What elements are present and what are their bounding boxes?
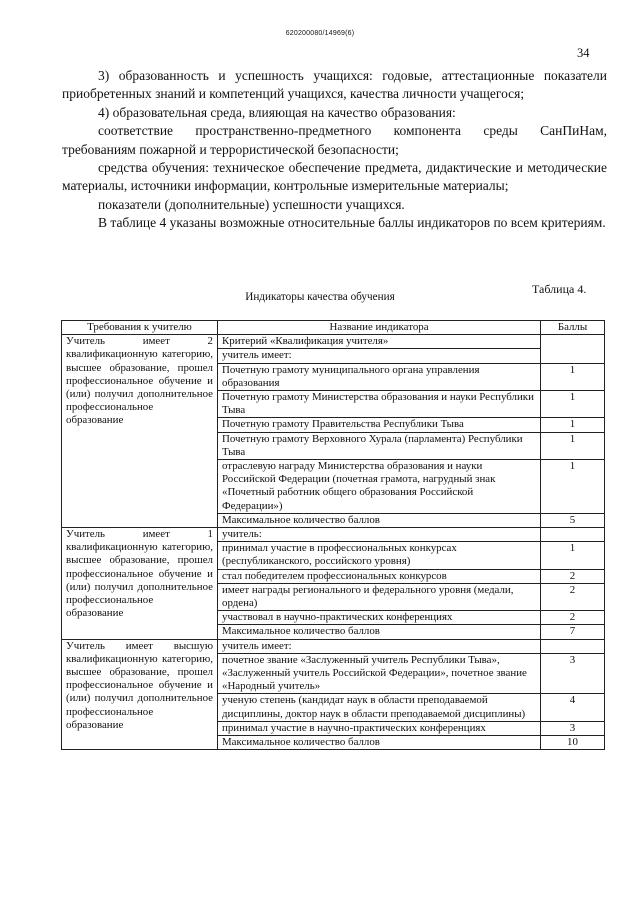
points-cell: 2	[541, 583, 605, 610]
points-cell: 1	[541, 418, 605, 432]
paragraph: показатели (дополнительные) успешности учащихся.	[98, 196, 405, 212]
page-number: 34	[577, 46, 590, 60]
table-row	[62, 639, 605, 653]
points-cell	[541, 528, 605, 542]
paragraph: 4) образовательная среда, влияющая на качество образования:	[98, 104, 456, 120]
column-header-indicator: Название индикатора	[218, 321, 541, 335]
table-title: Индикаторы качества обучения	[245, 291, 395, 303]
column-header-requirements: Требования к учителю	[62, 321, 218, 335]
points-cell: 1	[541, 542, 605, 569]
indicator-cell: почетное звание «Заслуженный учитель Республики Тыва», «Заслуженный учитель Российской Федерации», почетное звание «Народный учитель»	[218, 653, 541, 694]
indicator-cell: учитель имеет:	[218, 639, 541, 653]
requirement-cell: Учитель имеет 2 квалификационную категорию, высшее образование, прошел профессиональное обучение и (или) получил дополнительное профессиональное образование	[62, 335, 218, 528]
requirement-cell: Учитель имеет 1 квалификационную категорию, высшее образование, прошел профессиональное обучение и (или) получил дополнительное профессиональное образование	[62, 528, 218, 640]
indicator-cell: участвовал в научно-практических конференциях	[218, 611, 541, 625]
indicator-cell: учитель:	[218, 528, 541, 542]
points-cell: 1	[541, 363, 605, 390]
indicator-cell: Почетную грамоту Правительства Республики Тыва	[218, 418, 541, 432]
paragraph: 3) образованность и успешность учащихся: годовые, аттестационные показатели приобретенных знаний и компетенций учащихся, качества личности учащегося;	[62, 68, 607, 102]
indicator-cell: Максимальное количество баллов	[218, 625, 541, 639]
points-cell	[541, 335, 605, 363]
points-cell: 1	[541, 391, 605, 418]
indicator-cell: Критерий «Квалификация учителя»	[218, 335, 541, 349]
points-cell: 1	[541, 432, 605, 459]
points-cell: 2	[541, 569, 605, 583]
indicator-cell: принимал участие в научно-практических конференциях	[218, 721, 541, 735]
column-header-points: Баллы	[541, 321, 605, 335]
table-row	[62, 528, 605, 542]
paragraph: соответствие пространственно-предметного компонента среды СанПиНам, требованиям пожарной и террористической безопасности;	[62, 123, 607, 157]
points-cell: 1	[541, 460, 605, 514]
paragraph: средства обучения: техническое обеспечение предмета, дидактические и методические материалы, источники информации, контрольные измерительные материалы;	[62, 160, 607, 194]
points-cell: 5	[541, 513, 605, 527]
indicator-cell: Максимальное количество баллов	[218, 736, 541, 750]
points-cell: 7	[541, 625, 605, 639]
requirement-cell: Учитель имеет высшую квалификационную категорию, высшее образование, прошел профессиональное обучение и (или) получил дополнительное профессиональное образование	[62, 639, 218, 750]
indicator-cell: Почетную грамоту муниципального органа управления образования	[218, 363, 541, 390]
table-header-row	[62, 321, 605, 335]
indicator-cell: стал победителем профессиональных конкурсов	[218, 569, 541, 583]
indicator-cell: Максимальное количество баллов	[218, 513, 541, 527]
indicator-cell: учитель имеет:	[218, 349, 541, 363]
paragraph: В таблице 4 указаны возможные относительные баллы индикаторов по всем критериям.	[98, 215, 606, 231]
points-cell: 10	[541, 736, 605, 750]
indicator-cell: Почетную грамоту Верховного Хурала (парламента) Республики Тыва	[218, 432, 541, 459]
points-cell: 3	[541, 653, 605, 694]
table-row	[62, 335, 605, 349]
points-cell: 3	[541, 721, 605, 735]
points-cell: 4	[541, 694, 605, 721]
document-id: 620200080/14969(6)	[285, 30, 355, 37]
indicator-cell: имеет награды регионального и федерального уровня (медали, ордена)	[218, 583, 541, 610]
indicator-cell: ученую степень (кандидат наук в области преподаваемой дисциплины, доктор наук в области преподаваемой дисциплины)	[218, 694, 541, 721]
indicators-table	[61, 320, 605, 750]
indicator-cell: Почетную грамоту Министерства образования и науки Республики Тыва	[218, 391, 541, 418]
indicator-cell: отраслевую награду Министерства образования и науки Российской Федерации (почетная грамота, нагрудный знак «Почетный работник общего образования Российской Федерации»)	[218, 460, 541, 514]
body-text	[62, 67, 607, 233]
points-cell: 2	[541, 611, 605, 625]
table-label: Таблица 4.	[532, 282, 587, 296]
points-cell	[541, 639, 605, 653]
indicator-cell: принимал участие в профессиональных конкурсах (республиканского, российского уровня)	[218, 542, 541, 569]
